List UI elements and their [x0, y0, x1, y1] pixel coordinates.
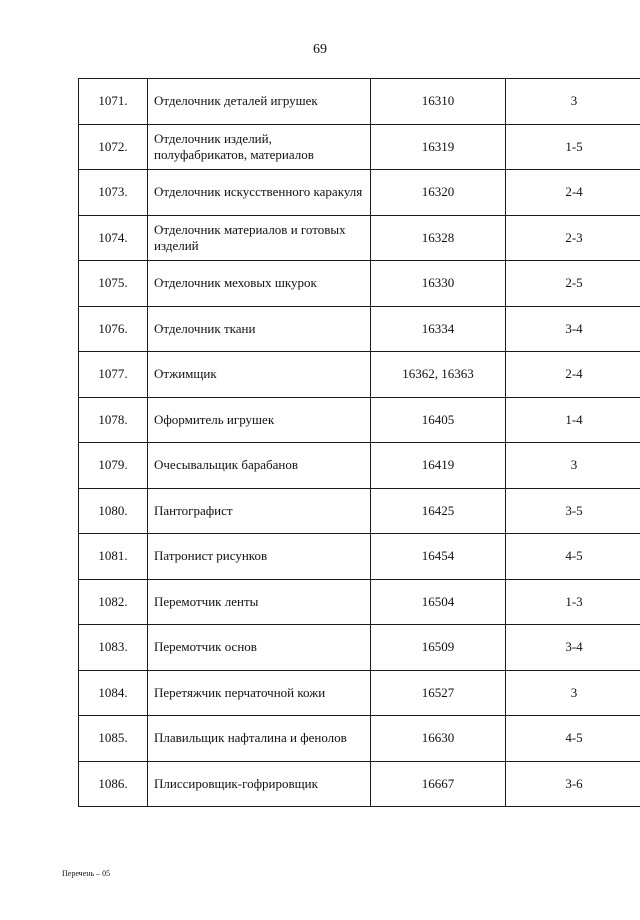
table-row [79, 352, 640, 398]
profession-code: 16527 [371, 670, 506, 716]
profession-name: Патронист рисунков [148, 534, 371, 580]
page-number: 69 [313, 42, 327, 57]
grade-range: 1-5 [506, 124, 640, 170]
grade-range: 2-4 [506, 170, 640, 216]
row-number: 1076. [79, 306, 148, 352]
table-row [79, 625, 640, 671]
grade-range: 3-6 [506, 761, 640, 807]
profession-name: Плавильщик нафталина и фенолов [148, 716, 371, 762]
profession-code: 16319 [371, 124, 506, 170]
row-number: 1077. [79, 352, 148, 398]
grade-range: 3 [506, 443, 640, 489]
table-row [79, 306, 640, 352]
profession-code: 16630 [371, 716, 506, 762]
profession-code: 16334 [371, 306, 506, 352]
profession-name: Оформитель игрушек [148, 397, 371, 443]
row-number: 1071. [79, 79, 148, 125]
profession-name: Отделочник меховых шкурок [148, 261, 371, 307]
row-number: 1075. [79, 261, 148, 307]
grade-range: 4-5 [506, 716, 640, 762]
row-number: 1074. [79, 215, 148, 261]
table-row [79, 215, 640, 261]
table-row [79, 397, 640, 443]
profession-name: Отделочник изделий, полуфабрикатов, материалов [148, 124, 371, 170]
row-number: 1079. [79, 443, 148, 489]
profession-name: Отделочник ткани [148, 306, 371, 352]
grade-range: 2-5 [506, 261, 640, 307]
profession-name: Отделочник деталей игрушек [148, 79, 371, 125]
row-number: 1078. [79, 397, 148, 443]
profession-code: 16425 [371, 488, 506, 534]
grade-range: 2-3 [506, 215, 640, 261]
table-row [79, 670, 640, 716]
profession-code: 16504 [371, 579, 506, 625]
row-number: 1072. [79, 124, 148, 170]
grade-range: 1-4 [506, 397, 640, 443]
profession-code: 16454 [371, 534, 506, 580]
table-row [79, 261, 640, 307]
table-row [79, 488, 640, 534]
grade-range: 3-4 [506, 625, 640, 671]
profession-name: Отделочник материалов и готовых изделий [148, 215, 371, 261]
row-number: 1086. [79, 761, 148, 807]
profession-name: Перемотчик ленты [148, 579, 371, 625]
grade-range: 3 [506, 670, 640, 716]
row-number: 1073. [79, 170, 148, 216]
table-row [79, 79, 640, 125]
grade-range: 3-4 [506, 306, 640, 352]
profession-code: 16320 [371, 170, 506, 216]
profession-code: 16310 [371, 79, 506, 125]
table-row [79, 124, 640, 170]
profession-code: 16419 [371, 443, 506, 489]
profession-name: Плиссировщик-гофрировщик [148, 761, 371, 807]
profession-name: Очесывальщик барабанов [148, 443, 371, 489]
row-number: 1080. [79, 488, 148, 534]
profession-name: Перемотчик основ [148, 625, 371, 671]
profession-code: 16667 [371, 761, 506, 807]
profession-table [78, 78, 640, 807]
table-row [79, 716, 640, 762]
table-row [79, 443, 640, 489]
profession-code: 16362, 16363 [371, 352, 506, 398]
profession-name: Отделочник искусственного каракуля [148, 170, 371, 216]
row-number: 1085. [79, 716, 148, 762]
grade-range: 3 [506, 79, 640, 125]
row-number: 1084. [79, 670, 148, 716]
profession-name: Отжимщик [148, 352, 371, 398]
profession-code: 16330 [371, 261, 506, 307]
table-row [79, 761, 640, 807]
profession-name: Перетяжчик перчаточной кожи [148, 670, 371, 716]
grade-range: 3-5 [506, 488, 640, 534]
grade-range: 4-5 [506, 534, 640, 580]
document-footer: Перечень – 05 [62, 869, 111, 878]
row-number: 1083. [79, 625, 148, 671]
profession-code: 16328 [371, 215, 506, 261]
profession-code: 16509 [371, 625, 506, 671]
grade-range: 2-4 [506, 352, 640, 398]
row-number: 1082. [79, 579, 148, 625]
profession-name: Пантографист [148, 488, 371, 534]
table-row [79, 534, 640, 580]
table-row [79, 170, 640, 216]
table-row [79, 579, 640, 625]
grade-range: 1-3 [506, 579, 640, 625]
row-number: 1081. [79, 534, 148, 580]
profession-code: 16405 [371, 397, 506, 443]
